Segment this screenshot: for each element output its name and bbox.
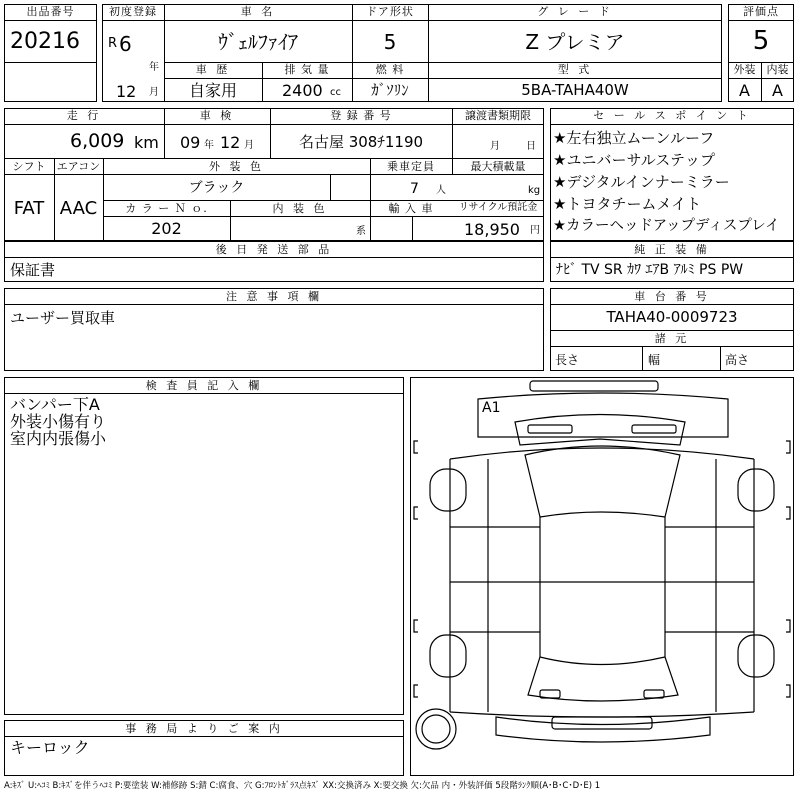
sales-points-label: セ ー ル ス ポ イ ン ト bbox=[593, 109, 751, 122]
later-parts-label: 後 日 発 送 部 品 bbox=[215, 243, 333, 256]
chassis-label: 車 台 番 号 bbox=[634, 290, 710, 303]
sales-point-item: ★デジタルインナーミラー bbox=[553, 173, 730, 191]
displacement-unit: cc bbox=[330, 87, 341, 98]
interior-grade: A bbox=[772, 81, 783, 100]
displacement-value: 2400 bbox=[282, 81, 323, 100]
notes-label: 注 意 事 項 欄 bbox=[226, 290, 322, 303]
color-no-value: 202 bbox=[151, 219, 182, 238]
transfer-deadline-label: 譲渡書類期限 bbox=[465, 109, 531, 122]
lot-number: 20216 bbox=[10, 29, 80, 54]
model-code-value: 5BA-TAHA40W bbox=[521, 81, 629, 99]
interior-color-label: 内 装 色 bbox=[272, 202, 328, 215]
spec-width: 幅 bbox=[648, 353, 661, 367]
capacity-value: 7 bbox=[410, 181, 419, 197]
inspection-year-unit: 年 bbox=[204, 140, 214, 151]
inspection-month-unit: 月 bbox=[244, 140, 254, 151]
score-value: 5 bbox=[752, 26, 770, 56]
first-reg-era: R bbox=[108, 36, 118, 51]
registration-value: 名古屋 308ﾁ1190 bbox=[298, 133, 424, 151]
inspection-year: 09 bbox=[180, 133, 201, 152]
inspection-month: 12 bbox=[220, 133, 241, 152]
lot-label: 出品番号 bbox=[26, 5, 75, 18]
grade-label: グ レ ー ド bbox=[537, 5, 613, 18]
shift-label: シフト bbox=[12, 160, 46, 173]
first-reg-month: 12 bbox=[116, 82, 137, 101]
spec-height: 高さ bbox=[725, 353, 750, 367]
capacity-label: 乗車定員 bbox=[387, 160, 435, 173]
registration-label: 登 録 番 号 bbox=[330, 109, 392, 122]
inspector-label: 検 査 員 記 入 欄 bbox=[145, 379, 263, 392]
equipment-value: ﾅﾋﾞ TV SR ｶﾜ ｴｱB ｱﾙﾐ PS PW bbox=[556, 262, 744, 278]
mileage-label: 走 行 bbox=[66, 109, 102, 122]
transfer-month-unit: 月 bbox=[490, 141, 500, 152]
recycle-unit: 円 bbox=[530, 225, 540, 236]
model-code-label: 型 式 bbox=[557, 63, 593, 76]
aircon-label: エアコン bbox=[56, 160, 101, 173]
recycle-label: リサイクル預託金 bbox=[458, 202, 538, 213]
exterior-color-label: 外 装 色 bbox=[209, 160, 264, 173]
max-load-label: 最大積載量 bbox=[470, 160, 526, 173]
inspection-label: 車 検 bbox=[199, 109, 235, 122]
office-value: キーロック bbox=[10, 738, 90, 757]
first-reg-year-unit: 年 bbox=[149, 62, 159, 73]
history-value: 自家用 bbox=[188, 81, 237, 100]
exterior-grade-label: 外装 bbox=[733, 63, 756, 76]
score-label: 評価点 bbox=[743, 5, 779, 18]
legend-text: A:ｷｽﾞ U:ﾍｺﾐ B:ｷｽﾞを伴うﾍｺﾐ P:要塗装 W:補修跡 S:錆 C:腐食、穴 G:ﾌﾛﾝﾄｶﾞﾗｽ点ｷｽﾞ XX:交換済み X:要交換 欠:欠品 内・外装評価 5段階ﾗﾝｸ順(A･B･C･D･E) 1 bbox=[4, 781, 601, 791]
inspector-line: 外装小傷有り bbox=[10, 412, 107, 431]
transfer-day-unit: 日 bbox=[526, 141, 536, 152]
sales-point-item: ★左右独立ムーンルーフ bbox=[553, 129, 715, 147]
capacity-unit: 人 bbox=[436, 185, 446, 196]
car-diagram bbox=[410, 377, 794, 776]
door-label: ドア形状 bbox=[366, 5, 414, 18]
door-value: 5 bbox=[383, 30, 397, 54]
shift-value: FAT bbox=[13, 198, 45, 219]
aircon-value: AAC bbox=[59, 198, 98, 219]
sales-point-item: ★トヨタチームメイト bbox=[553, 195, 702, 213]
spec-length: 長さ bbox=[555, 353, 580, 367]
first-reg-year: 6 bbox=[119, 32, 132, 56]
fuel-value: ｶﾞｿﾘﾝ bbox=[371, 81, 409, 99]
later-parts-value: 保証書 bbox=[10, 261, 56, 279]
grade-value: Z プレミア bbox=[525, 30, 625, 54]
chassis-value: TAHA40-0009723 bbox=[606, 308, 738, 326]
interior-color-unit: 系 bbox=[356, 226, 366, 237]
displacement-label: 排 気 量 bbox=[284, 63, 330, 76]
first-reg-month-unit: 月 bbox=[149, 87, 159, 98]
office-label: 事 務 局 よ り ご 案 内 bbox=[125, 722, 283, 735]
exterior-color-value: ブラック bbox=[188, 180, 245, 196]
history-label: 車 歴 bbox=[195, 63, 231, 76]
inspector-line: バンパー下A bbox=[10, 395, 100, 414]
car-name-label: 車 名 bbox=[240, 5, 276, 18]
first-reg-label: 初度登録 bbox=[109, 5, 157, 18]
max-load-unit: kg bbox=[528, 185, 541, 196]
interior-grade-label: 内装 bbox=[766, 63, 789, 76]
equipment-label: 純 正 装 備 bbox=[634, 243, 710, 256]
sales-point-item: ★カラーヘッドアップディスプレイ bbox=[553, 218, 780, 234]
mileage-value: 6,009 bbox=[70, 130, 125, 152]
import-label: 輸 入 車 bbox=[388, 202, 434, 215]
exterior-grade: A bbox=[739, 81, 750, 100]
fuel-label: 燃 料 bbox=[375, 63, 405, 76]
notes-value: ユーザー買取車 bbox=[10, 309, 116, 327]
specs-label: 諸 元 bbox=[654, 332, 690, 345]
car-name: ｳﾞｪﾙﾌｧｲｱ bbox=[218, 30, 298, 54]
sales-point-item: ★ユニバーサルステップ bbox=[553, 151, 715, 169]
inspector-line: 室内内張傷小 bbox=[10, 429, 107, 448]
recycle-value: 18,950 bbox=[464, 220, 520, 239]
color-no-label: カ ラ ー Ｎ ｏ. bbox=[125, 202, 208, 215]
damage-mark: A1 bbox=[482, 400, 501, 416]
mileage-unit: km bbox=[134, 133, 159, 152]
